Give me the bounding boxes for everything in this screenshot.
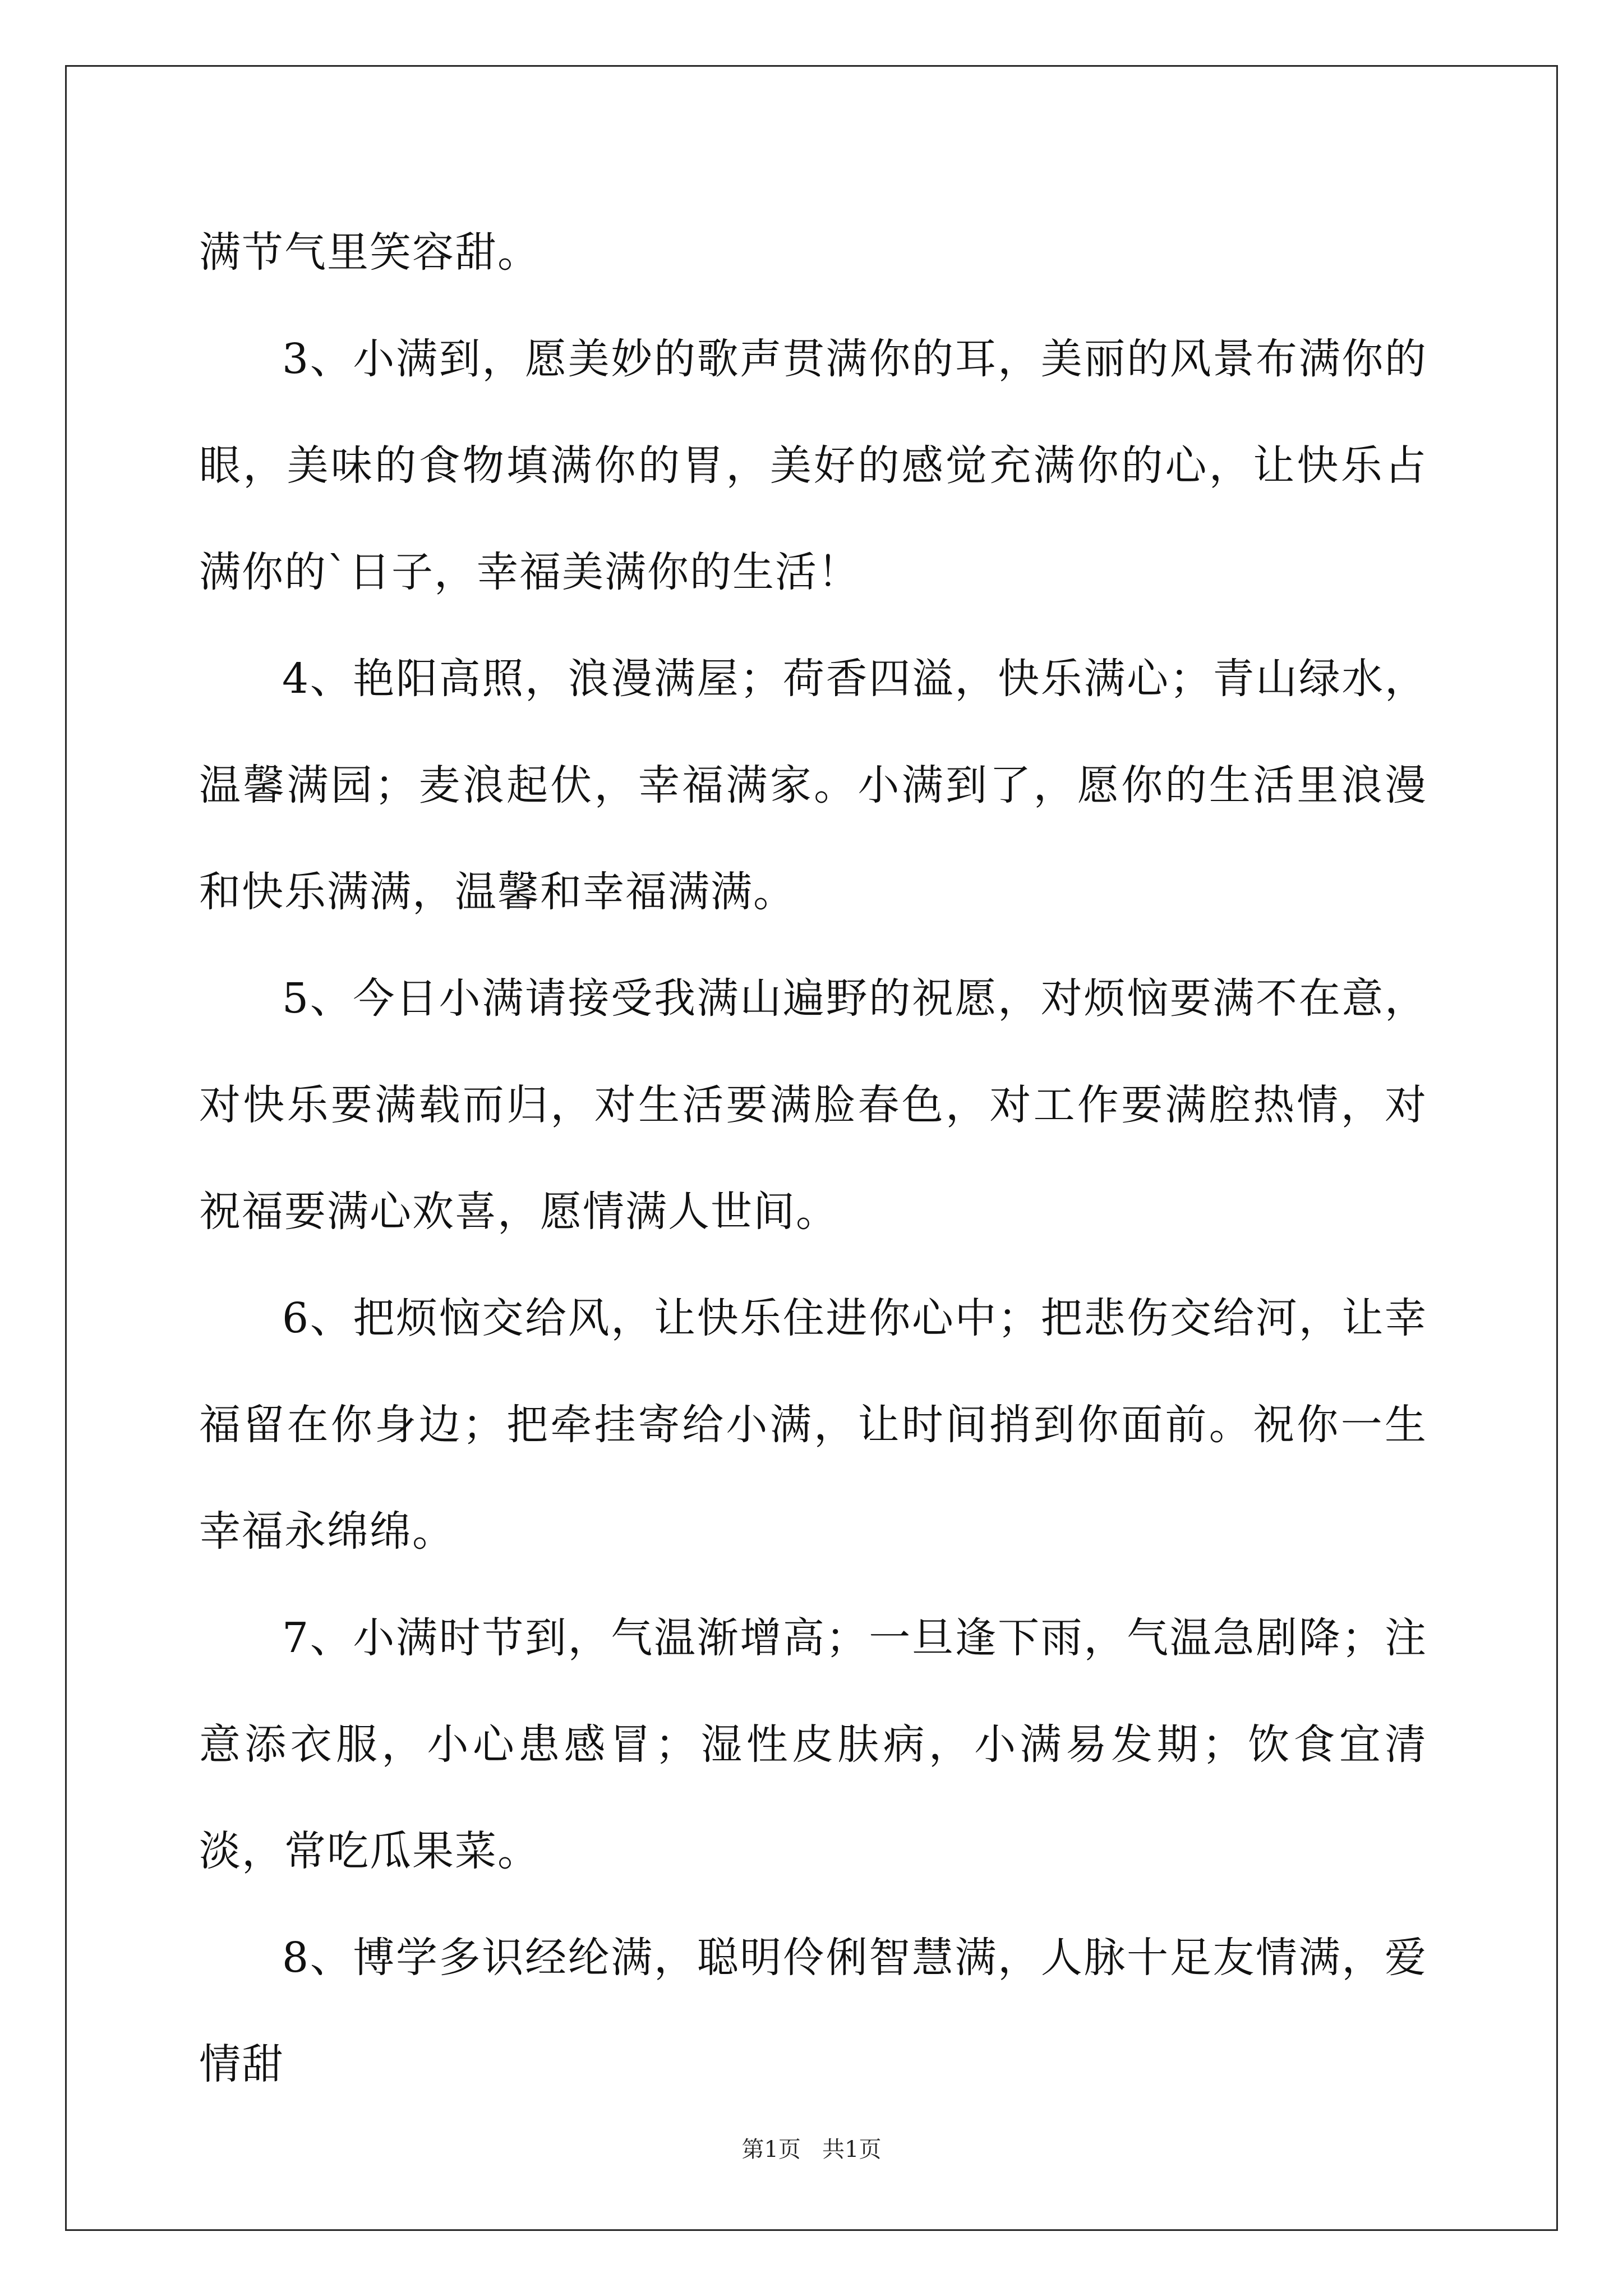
page-number-footer: 第1页 共1页 (741, 2137, 882, 2162)
paragraph-item-6: 6、把烦恼交给风，让快乐住进你心中；把悲伤交给河，让幸福留在你身边；把牵挂寄给小满，让时间捎到你面前。祝你一生幸福永绵绵。 (199, 1294, 1427, 1556)
paragraph-item-3: 3、小满到，愿美妙的歌声贯满你的耳，美丽的风景布满你的眼，美味的食物填满你的胃，美好的感觉充满你的心，让快乐占满你的`日子，幸福美满你的生活！ (199, 335, 1427, 596)
paragraph-item-7: 7、小满时节到，气温渐增高；一旦逢下雨，气温急剧降；注意添衣服，小心患感冒；湿性皮肤病，小满易发期；饮食宜清淡，常吃瓜果菜。 (199, 1614, 1427, 1875)
paragraph-item-5: 5、今日小满请接受我满山遍野的祝愿，对烦恼要满不在意，对快乐要满载而归，对生活要满脸春色，对工作要满腔热情，对祝福要满心欢喜，愿情满人世间。 (199, 974, 1427, 1236)
paragraph-continuation: 满节气里笑容甜。 (199, 228, 540, 277)
paragraph-item-4: 4、艳阳高照，浪漫满屋；荷香四溢，快乐满心；青山绿水，温馨满园；麦浪起伏，幸福满家。小满到了，愿你的生活里浪漫和快乐满满，温馨和幸福满满。 (199, 655, 1427, 916)
paragraph-item-8: 8、博学多识经纶满，聪明伶俐智慧满，人脉十足友情满，爱情甜 (199, 1934, 1427, 2088)
document-body (199, 199, 1427, 2118)
